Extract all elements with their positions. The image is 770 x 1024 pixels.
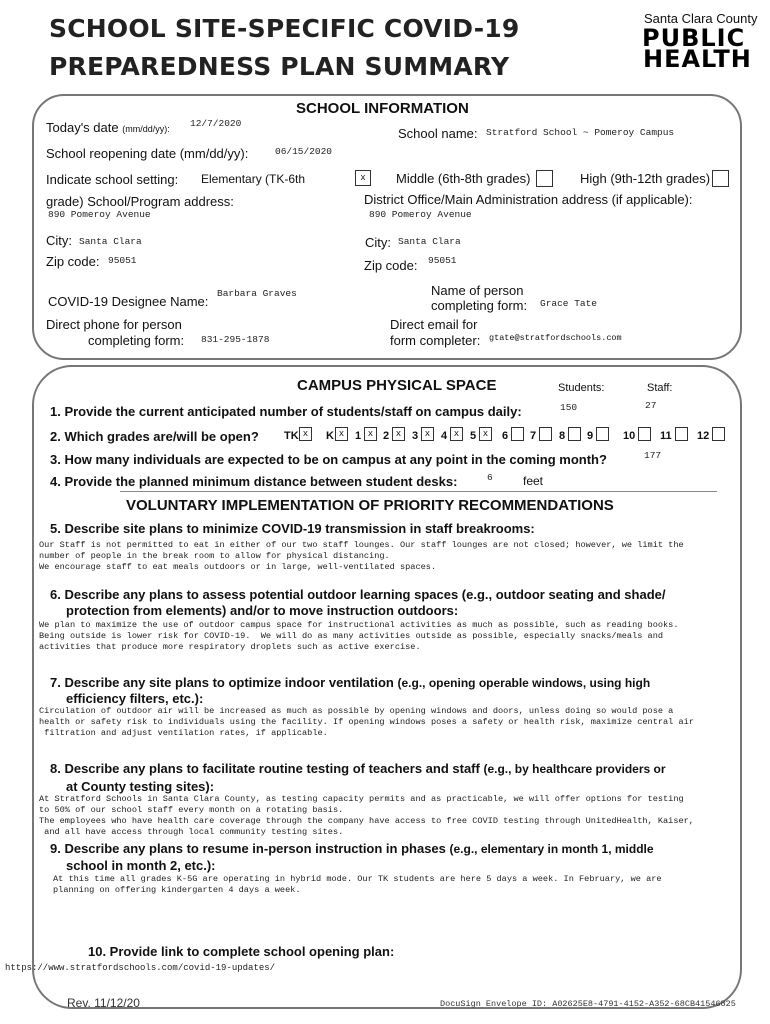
grade-checkbox-10[interactable]	[638, 427, 651, 441]
grade-checkbox-6[interactable]	[511, 427, 524, 441]
grade-checkbox-2[interactable]: x	[392, 427, 405, 441]
grade-label-7: 7	[530, 430, 537, 442]
grade-label-10: 10	[623, 430, 636, 442]
zip-label: Zip code:	[46, 254, 100, 269]
q4-unit: feet	[523, 474, 544, 488]
high-label: High (9th-12th grades)	[580, 171, 711, 186]
school-information-heading: SCHOOL INFORMATION	[296, 100, 469, 117]
todays-date-value[interactable]: 12/7/2020	[190, 118, 242, 129]
district-address-label: District Office/Main Administration address (if applicable):	[364, 192, 693, 207]
q7-text-line2: efficiency filters, etc.):	[66, 691, 204, 706]
logo-county: Santa Clara County	[644, 11, 758, 26]
q3-value[interactable]: 177	[644, 450, 662, 461]
high-checkbox[interactable]	[712, 170, 729, 187]
q1-text: 1. Provide the current anticipated number of students/staff on campus daily:	[50, 404, 522, 419]
grade-label-6: 6	[502, 430, 509, 442]
zip-value[interactable]: 95051	[108, 255, 137, 266]
grade-label-8: 8	[559, 430, 566, 442]
designee-value[interactable]: Barbara Graves	[217, 288, 297, 299]
city-label: City:	[46, 233, 72, 248]
q5-answer[interactable]: Our Staff is not permitted to eat in either of our two staff lounges. Our staff lounges are not closed; however, we limit the number of people in the break room to allow for physical distancing. We encourage staff to eat meals outdoors or in large, well-ventilated spaces.	[39, 540, 684, 572]
page-title-line2: PREPAREDNESS PLAN SUMMARY	[49, 52, 510, 81]
grade-checkbox-11[interactable]	[675, 427, 688, 441]
q8-text-line2: at County testing sites):	[66, 779, 215, 794]
grade-checkbox-tk[interactable]: x	[299, 427, 312, 441]
elementary-label-cont: grade) School/Program address:	[46, 194, 234, 209]
q6-answer[interactable]: We plan to maximize the use of outdoor campus space for instructional activities as much as possible, such as reading books. Being outside is lower risk for COVID-19. We will do as many activities outside as possible, especially snacks/meals and activities that produce more respiratory droplets such as active exercise.	[39, 620, 679, 652]
q4-text: 4. Provide the planned minimum distance between student desks:	[50, 474, 458, 489]
grade-checkbox-7[interactable]	[539, 427, 552, 441]
district-address-value[interactable]: 890 Pomeroy Avenue	[369, 209, 472, 220]
docusign-envelope-id: DocuSign Envelope ID: A02625E8-4791-4152-A352-68CB41546825	[440, 999, 736, 1009]
middle-label: Middle (6th-8th grades)	[396, 171, 531, 186]
grade-checkbox-9[interactable]	[596, 427, 609, 441]
q5-text: 5. Describe site plans to minimize COVID-19 transmission in staff breakrooms:	[50, 521, 535, 536]
q6-text-line2: protection from elements) and/or to move instruction outdoors:	[66, 603, 459, 618]
grade-checkbox-1[interactable]: x	[364, 427, 377, 441]
person-label-2: completing form:	[431, 298, 528, 313]
phone-label-1: Direct phone for person	[46, 317, 182, 332]
school-name-value[interactable]: Stratford School ~ Pomeroy Campus	[486, 127, 675, 138]
city-value[interactable]: Santa Clara	[79, 236, 142, 247]
q3-text: 3. How many individuals are expected to be on campus at any point in the coming month?	[50, 452, 607, 467]
q7-answer[interactable]: Circulation of outdoor air will be increased as much as possible by opening windows and doors, unless doing so would pose a health or safety risk to individuals using the facility. If opening windows poses a safety or health risk, maximize central air filtration and adjust ventilation rates, if applicable.	[39, 706, 694, 738]
reopening-date-label: School reopening date (mm/dd/yy):	[46, 146, 249, 161]
students-col-label: Students:	[558, 382, 605, 394]
students-value[interactable]: 150	[560, 402, 578, 413]
person-label-1: Name of person	[431, 283, 524, 298]
phone-label-2: completing form:	[88, 333, 185, 348]
district-city-value[interactable]: Santa Clara	[398, 236, 461, 247]
q2-text: 2. Which grades are/will be open?	[50, 429, 259, 444]
page-title-line1: SCHOOL SITE-SPECIFIC COVID-19	[49, 14, 520, 43]
q8-answer[interactable]: At Stratford Schools in Santa Clara County, as testing capacity permits and as practicable, we will offer options for testing to 50% of our school staff every month on a rotating basis. The employees who have health care coverage through the company have access to free COVID testing through UnitedHealth, Kaiser, and all have access through local community testing sites.	[39, 794, 694, 837]
q9-text-line1: 9. Describe any plans to resume in-person instruction in phases (e.g., elementary in month 1, middle	[50, 841, 654, 856]
designee-label: COVID-19 Designee Name:	[48, 294, 209, 309]
q4-value[interactable]: 6	[487, 472, 493, 483]
district-zip-label: Zip code:	[364, 258, 418, 273]
q8-text-line1: 8. Describe any plans to facilitate routine testing of teachers and staff (e.g., by healthcare providers or	[50, 761, 666, 776]
grade-checkbox-12[interactable]	[712, 427, 725, 441]
grade-label-9: 9	[587, 430, 594, 442]
voluntary-heading: VOLUNTARY IMPLEMENTATION OF PRIORITY RECOMMENDATIONS	[126, 497, 614, 514]
grade-label-1: 1	[355, 430, 362, 442]
school-setting-label: Indicate school setting:	[46, 172, 179, 187]
grade-checkbox-3[interactable]: x	[421, 427, 434, 441]
staff-value[interactable]: 27	[645, 400, 657, 411]
q10-answer-link[interactable]: https://www.stratfordschools.com/covid-19-updates/	[5, 963, 276, 973]
grade-label-5: 5	[470, 430, 477, 442]
school-name-label: School name:	[398, 126, 478, 141]
staff-col-label: Staff:	[647, 382, 673, 394]
grade-checkbox-4[interactable]: x	[450, 427, 463, 441]
grade-checkbox-5[interactable]: x	[479, 427, 492, 441]
grade-label-4: 4	[441, 430, 448, 442]
reopening-date-value[interactable]: 06/15/2020	[275, 146, 333, 157]
q9-text-line2: school in month 2, etc.):	[66, 858, 216, 873]
elementary-checkbox[interactable]: x	[355, 170, 371, 186]
q9-answer[interactable]: At this time all grades K-5G are operating in hybrid mode. Our TK students are here 5 days a week. In February, we are planning on offering kindergarten 4 days a week.	[53, 874, 662, 895]
email-value[interactable]: gtate@stratfordschools.com	[489, 333, 622, 343]
grade-checkbox-8[interactable]	[568, 427, 581, 441]
campus-heading: CAMPUS PHYSICAL SPACE	[297, 377, 497, 394]
grade-label-k: K	[326, 430, 334, 442]
phone-value[interactable]: 831-295-1878	[201, 334, 270, 345]
email-label-2: form completer:	[390, 333, 481, 348]
q10-text: 10. Provide link to complete school opening plan:	[88, 944, 395, 959]
email-label-1: Direct email for	[390, 317, 478, 332]
school-address-value[interactable]: 890 Pomeroy Avenue	[48, 209, 151, 220]
district-zip-value[interactable]: 95051	[428, 255, 457, 266]
revision-label: Rev. 11/12/20	[67, 996, 140, 1010]
grade-label-11: 11	[660, 430, 672, 442]
logo-public: PUBLIC	[642, 24, 746, 52]
q6-text-line1: 6. Describe any plans to assess potential outdoor learning spaces (e.g., outdoor seating and shade/	[50, 587, 666, 602]
elementary-label: Elementary (TK-6th	[201, 172, 306, 186]
section-divider	[120, 491, 717, 492]
grade-label-2: 2	[383, 430, 390, 442]
grade-checkbox-k[interactable]: x	[335, 427, 348, 441]
q7-text-line1: 7. Describe any site plans to optimize indoor ventilation (e.g., opening operable windows, using high	[50, 675, 651, 690]
logo-health: HEALTH	[643, 45, 752, 73]
district-city-label: City:	[365, 235, 391, 250]
person-value[interactable]: Grace Tate	[540, 298, 598, 309]
grade-label-12: 12	[697, 430, 710, 442]
grade-label-3: 3	[412, 430, 419, 442]
grade-label-tk: TK	[284, 430, 299, 442]
middle-checkbox[interactable]	[536, 170, 553, 187]
todays-date-label: Today's date (mm/dd/yy):	[46, 120, 170, 135]
